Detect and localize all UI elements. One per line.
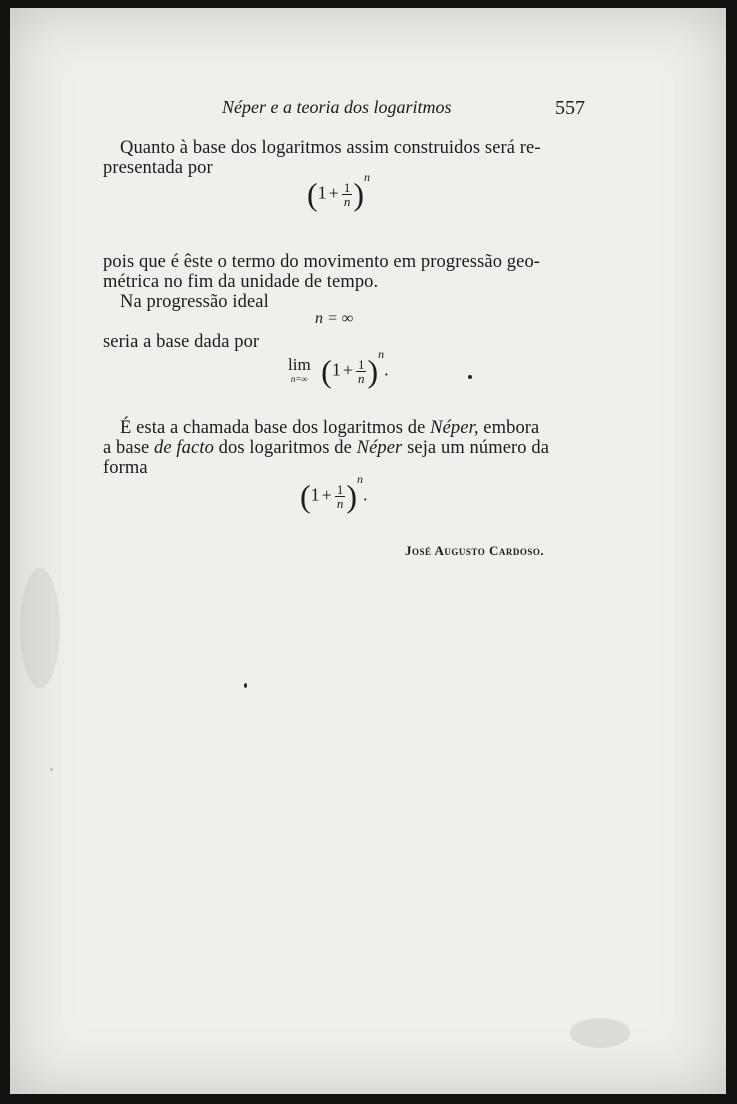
formula-base: (1 + $\frac{1}{n}$ )$^n$ (307, 170, 370, 212)
paragraph-line: Quanto à base dos logaritmos assim construidos será re- (120, 138, 541, 158)
paragraph-line: É esta a chamada base dos logaritmos de Néper, embora (120, 418, 540, 438)
formula-form: (1 + $\frac{1}{n}$ )$^n$. (300, 472, 368, 514)
formula-limit: lim n=∞ (1 + $\frac{1}{n}$ )$^n$. (288, 347, 389, 389)
paragraph-line: presentada por (103, 158, 213, 178)
paragraph-line: forma (103, 458, 148, 478)
page-stain (20, 568, 60, 688)
paragraph-line: seria a base dada por (103, 332, 260, 352)
author-signature: José Augusto Cardoso. (405, 543, 545, 558)
print-speck (244, 683, 247, 688)
page-number: 557 (555, 97, 585, 119)
book-page (10, 8, 726, 1094)
paragraph-line: pois que é êste o termo do movimento em progressão geo- (103, 252, 541, 272)
page-stain (570, 1018, 630, 1048)
paragraph-line: a base de facto dos logaritmos de Néper seja um número da (103, 438, 550, 458)
formula-n-infinity: n = ∞ (315, 310, 354, 327)
print-speck (468, 375, 472, 379)
running-title: Néper e a teoria dos logaritmos (222, 97, 452, 117)
paragraph-line: métrica no fim da unidade de tempo. (103, 272, 379, 292)
paragraph-line: Na progressão ideal (120, 292, 269, 312)
print-speck (50, 768, 53, 771)
